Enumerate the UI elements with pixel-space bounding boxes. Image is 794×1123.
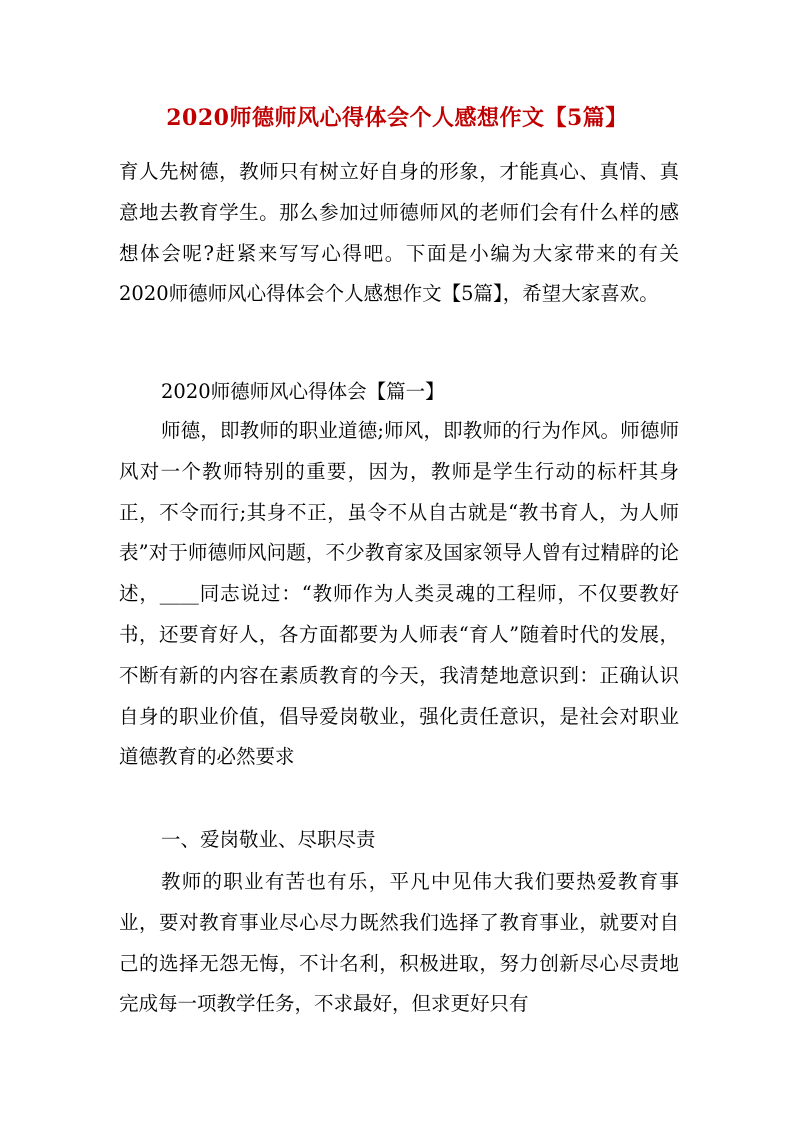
document-title: 2020师德师风心得体会个人感想作文【5篇】 <box>166 105 628 131</box>
subheading: 一、爱岗敬业、尽职尽责 <box>161 828 376 851</box>
intro-paragraph: 育人先树德，教师只有树立好自身的形象，才能真心、真情、真意地去教育学生。那么参加过师德师风的老师们会有什么样的感想体会呢?赶紧来写写心得吧。下面是小编为大家带来的有关2020师德师风心得体会个人感想作文【5篇】，希望大家喜欢。 <box>119 160 679 306</box>
section-heading: 2020师德师风心得体会【篇一】 <box>161 380 445 403</box>
subheading-paragraph: 教师的职业有苦也有乐，平凡中见伟大我们要热爱教育事业，要对教育事业尽心尽力既然我们选择了教育事业，就要对自己的选择无怨无悔，不计名利，积极进取，努力创新尽心尽责地完成每一项教学任务，不求最好，但求更好只有 <box>119 870 679 1016</box>
section-paragraph: 师德，即教师的职业道德;师风，即教师的行为作风。师德师风对一个教师特别的重要，因为，教师是学生行动的标杆其身正，不令而行;其身不正，虽令不从自古就是“教书育人，为人师表”对于师德师风问题，不少教育家及国家领导人曾有过精辟的论述，____同志说过：“教师作为人类灵魂的工程师，不仅要教好书，还要育好人，各方面都要为人师表“育人”随着时代的发展，不断有新的内容在素质教育的今天，我清楚地意识到：正确认识自身的职业价值，倡导爱岗敬业，强化责任意识，是社会对职业道德教育的必然要求 <box>119 419 679 769</box>
